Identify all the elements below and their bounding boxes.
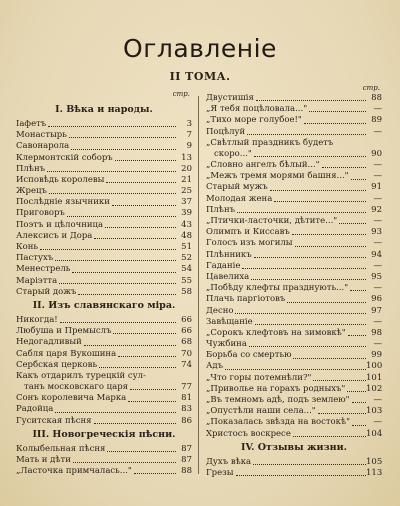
toc-entry [16, 287, 192, 298]
dot-leader [351, 168, 366, 180]
right-entries [206, 93, 382, 440]
entry-page-number: 103 [366, 406, 383, 417]
entry-page-number: — [373, 395, 382, 406]
entry-title: Христосъ воскресе [206, 428, 291, 439]
dot-leader [254, 145, 366, 157]
dot-leader [255, 313, 366, 325]
entry-page-number: 81 [181, 393, 192, 404]
dot-leader [287, 291, 366, 303]
section-title: IV. Отзывы жизни. [241, 441, 347, 453]
entry-page-number: — [373, 171, 382, 182]
dot-leader [130, 378, 176, 390]
entry-page-number: 93 [371, 227, 382, 238]
entry-page-number: 92 [371, 204, 382, 215]
dot-leader [274, 190, 366, 202]
entry-page-number: 113 [366, 467, 383, 478]
dot-leader [352, 414, 366, 426]
dot-leader [67, 205, 176, 217]
entry-title: Плѣнъ [16, 163, 46, 174]
toc-entry [206, 468, 382, 479]
entry-page-number: 95 [371, 271, 382, 282]
entry-page-number: 88 [371, 92, 382, 103]
entry-title: Поэтъ и цѣлочница [16, 219, 104, 230]
page-column-label: стр. [172, 90, 190, 98]
dot-leader [254, 246, 366, 258]
entry-page-number: 39 [181, 208, 192, 219]
dot-leader [107, 440, 176, 452]
entry-page-number: 13 [181, 152, 192, 163]
entry-page-number: 68 [181, 337, 192, 348]
entry-page-number: 94 [371, 249, 382, 260]
entry-page-number: 66 [181, 326, 192, 337]
entry-title: Послѣдніе язычники [16, 197, 110, 208]
entry-title: Сонъ королевича Марка [16, 393, 127, 404]
entry-page-number: 58 [181, 286, 192, 297]
entry-page-number: 20 [181, 163, 192, 174]
entry-page-number: 98 [371, 327, 382, 338]
dot-leader [112, 194, 176, 206]
entry-title: Пастухъ [16, 253, 54, 264]
entry-page-number: — [373, 193, 382, 204]
entry-page-number: 77 [181, 382, 192, 393]
dot-leader [225, 358, 366, 370]
entry-title: „Птички-ласточки, дѣтите..." [206, 216, 338, 227]
entry-page-number: 87 [181, 455, 192, 466]
entry-page-number: 90 [371, 148, 382, 159]
entry-title: Олимпъ и Киссавъ [206, 227, 290, 238]
dot-leader [292, 223, 366, 235]
entry-page-number: 54 [181, 264, 192, 275]
entry-page-number: — [373, 104, 382, 115]
entry-title: танъ московскаго царя [24, 382, 129, 393]
entry-title: „Межъ тремя морями башня..." [206, 171, 349, 182]
left-column [16, 90, 192, 477]
entry-title: Цавелиха [206, 271, 250, 282]
entry-title: Мать и дѣти [16, 455, 71, 466]
dot-leader [251, 268, 366, 280]
entry-page-number: 70 [181, 348, 192, 359]
entry-title: Голосъ изъ могилы [206, 238, 293, 249]
entry-page-number: — [373, 216, 382, 227]
dot-leader [99, 356, 176, 368]
entry-title: Десно [206, 305, 234, 316]
dot-leader [350, 279, 366, 291]
dot-leader [235, 302, 366, 314]
entry-title: Радойца [16, 404, 54, 415]
dot-leader [352, 391, 366, 403]
entry-page-number: 97 [371, 305, 382, 316]
entry-title: Сербская церковь [16, 359, 98, 370]
entry-title: „Сорокъ клефтовъ на зимовкѣ" [206, 327, 346, 338]
entry-title: Алексисъ и Дора [16, 230, 93, 241]
dot-leader [293, 425, 366, 437]
dot-leader [313, 369, 366, 381]
toc-entry [16, 416, 192, 427]
entry-title: Адъ [206, 361, 224, 372]
dot-leader [347, 380, 366, 392]
dot-leader [69, 126, 176, 138]
volume-subtitle: II ТОМА. [169, 70, 231, 83]
entry-title: Старый дожъ [16, 286, 77, 297]
entry-title: „Я тебя поцѣловала..." [206, 104, 308, 115]
section-title: I. Вѣка и народы. [55, 104, 153, 115]
entry-title: Плѣнникъ [206, 249, 252, 260]
column-divider [198, 96, 199, 474]
entry-page-number: — [373, 238, 382, 249]
dot-leader [253, 453, 366, 465]
left-sections [16, 103, 192, 477]
entry-title: Колыбельная пѣсня [16, 443, 106, 454]
entry-title: Завѣщаніе [206, 316, 253, 327]
entry-title: Гаданіе [206, 260, 241, 271]
entry-page-number: 25 [181, 186, 192, 197]
entry-title: Клермонтскій соборъ [16, 152, 113, 163]
entry-title: Гуситская пѣсня [16, 415, 92, 426]
entry-title: Чужбина [206, 339, 247, 350]
entry-title: Іафетъ [16, 118, 47, 129]
entry-title: „Опустѣли наши села..." [206, 406, 316, 417]
dot-leader [304, 112, 366, 124]
entry-title: Маріэтта [16, 275, 58, 286]
entry-title: „Въ темномъ адѣ, подъ землею" [206, 395, 350, 406]
dot-leader [309, 100, 366, 112]
entry-page-number: 37 [181, 197, 192, 208]
dot-leader [236, 464, 366, 476]
entry-page-number: 83 [181, 404, 192, 415]
entry-title: Менестрель [16, 264, 71, 275]
entry-page-number: — [373, 417, 382, 428]
dot-leader [72, 261, 176, 273]
entry-title: скоро..." [214, 148, 252, 159]
dot-leader [339, 212, 366, 224]
dot-leader [322, 156, 366, 168]
dot-leader [113, 322, 176, 334]
entry-page-number: 55 [181, 275, 192, 286]
entry-page-number: 101 [366, 372, 383, 383]
page-title: Оглавленіе [123, 34, 277, 63]
dot-leader [293, 347, 366, 359]
dot-leader [94, 227, 176, 239]
entry-page-number: 105 [366, 456, 383, 467]
entry-title: Борьба со смертью [206, 350, 292, 361]
entry-title: Грезы [206, 467, 234, 478]
entry-title: „Побѣду клефты празднують..." [206, 283, 349, 294]
dot-leader [55, 401, 176, 413]
entry-page-number: 7 [186, 130, 192, 141]
entry-title: Любуша и Премыслъ [16, 326, 112, 337]
entry-title: „Тихо море голубое!" [206, 115, 302, 126]
toc-entry [16, 466, 192, 477]
entry-page-number: — [373, 283, 382, 294]
entry-title: „Показалась звѣзда на востокѣ" [206, 417, 351, 428]
entry-title: Двустишія [206, 92, 254, 103]
dot-leader [318, 402, 366, 414]
entry-title: Старый мужъ [206, 182, 268, 193]
dot-leader [73, 451, 176, 463]
entry-page-number: 99 [371, 350, 382, 361]
entry-title: Монастырь [16, 130, 67, 141]
entry-title: Духъ вѣка [206, 456, 252, 467]
dot-leader [59, 272, 176, 284]
dot-leader [84, 334, 176, 346]
entry-page-number: 74 [181, 359, 192, 370]
entry-page-number: — [373, 126, 382, 137]
entry-page-number: 52 [181, 253, 192, 264]
entry-title: Поцѣлуй [206, 126, 246, 137]
dot-leader [237, 201, 366, 213]
dot-leader [115, 149, 176, 161]
dot-leader [247, 123, 366, 135]
dot-leader [47, 160, 176, 172]
dot-leader [348, 324, 366, 336]
entry-title: Плѣнъ [206, 204, 236, 215]
entry-page-number: 66 [181, 314, 192, 325]
entry-page-number: — [373, 260, 382, 271]
entry-title: Конь [16, 242, 38, 253]
entry-title: Плачь паргіотовъ [206, 294, 286, 305]
section-title: II. Изъ славянскаго міра. [32, 300, 176, 311]
dot-leader [295, 235, 366, 247]
entry-title: Савонарола [16, 141, 70, 152]
dot-leader [134, 462, 176, 474]
dot-leader [270, 179, 366, 191]
entry-page-number: 48 [181, 230, 192, 241]
entry-title: Жрецъ [16, 186, 47, 197]
entry-page-number: 100 [366, 361, 383, 372]
right-column [206, 84, 383, 479]
entry-page-number: 21 [181, 174, 192, 185]
dot-leader [78, 283, 176, 295]
entry-page-number: — [373, 316, 382, 327]
dot-leader [105, 216, 176, 228]
entry-title: „Что горы потемнѣли?" [206, 372, 312, 383]
dot-leader [94, 412, 176, 424]
dot-leader [118, 345, 176, 357]
dot-leader [128, 390, 176, 402]
entry-page-number: 86 [181, 415, 192, 426]
entry-page-number: 51 [181, 242, 192, 253]
entry-title: Исповѣдь королевы [16, 174, 105, 185]
entry-title: „Словно ангелъ бѣлый..." [206, 160, 320, 171]
dot-leader [256, 89, 366, 101]
dot-leader [49, 182, 176, 194]
entry-title: „Приволье на горахъ родныхъ" [206, 383, 346, 394]
entry-title: Приговоръ [16, 208, 65, 219]
entry-page-number: 102 [366, 383, 383, 394]
entry-title: „Свѣтлый праздникъ будетъ [206, 137, 334, 148]
toc-entry [206, 429, 382, 440]
dot-leader [106, 171, 176, 183]
entry-page-number: 96 [371, 294, 382, 305]
section-4-entries [206, 457, 382, 479]
entry-page-number: — [373, 339, 382, 350]
dot-leader [55, 249, 176, 261]
entry-title: Недогадливый [16, 337, 82, 348]
entry-title: Сабля царя Вукошина [16, 348, 117, 359]
entry-page-number: 91 [371, 182, 382, 193]
entry-page-number: 89 [371, 115, 382, 126]
entry-page-number: 87 [181, 443, 192, 454]
entry-title: Молодая жена [206, 193, 273, 204]
dot-leader [48, 115, 176, 127]
entry-page-number: 3 [186, 118, 192, 129]
entry-page-number: 88 [181, 466, 192, 477]
entry-title: Никогда! [16, 314, 58, 325]
dot-leader [242, 257, 366, 269]
section-title: III. Новогреческія пѣсни. [32, 428, 176, 440]
dot-leader [60, 311, 176, 323]
entry-title: „Ласточка примчалась..." [16, 466, 132, 477]
dot-leader [249, 335, 366, 347]
entry-page-number: 9 [186, 141, 192, 152]
dot-leader [71, 138, 176, 150]
dot-leader [40, 238, 176, 250]
entry-page-number: 104 [366, 428, 383, 439]
page-column-label-right: стр. [362, 84, 380, 92]
entry-page-number: 43 [181, 219, 192, 230]
entry-title: Какъ отдарилъ турецкій сул- [16, 370, 146, 381]
entry-page-number: — [373, 160, 382, 171]
